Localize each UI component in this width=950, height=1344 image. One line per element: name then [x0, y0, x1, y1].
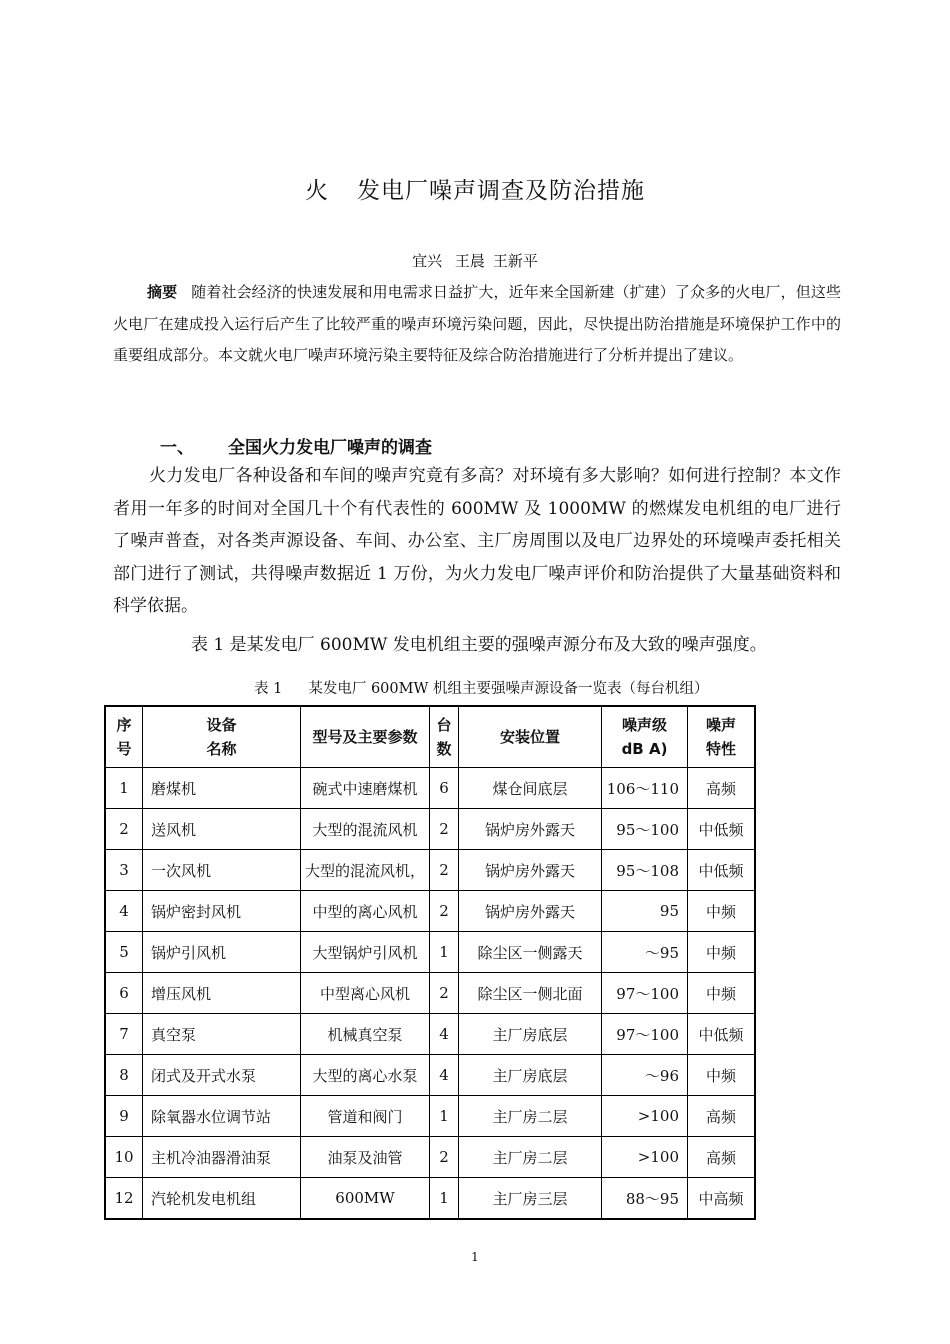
table-header-row — [105, 706, 755, 768]
cell-model: 碗式中速磨煤机 — [301, 768, 430, 809]
table-body — [105, 768, 755, 1220]
caption-text: 某发电厂 600MW 机组主要强噪声源设备一览表（每台机组） — [308, 681, 709, 697]
cell-name: 增压风机 — [143, 973, 301, 1014]
abstract-text: 随着社会经济的快速发展和用电需求日益扩大，近年来全国新建（扩建）了众多的火电厂，但这些火电厂在建成投入运行后产生了比较严重的噪声环境污染问题，因此，尽快提出防治措施是环境保护工作中的重要组成部分。本文就火电厂噪声环境污染主要特征及综合防治措施进行了分析并提出了建议。 — [113, 283, 841, 364]
cell-qty: 4 — [430, 1014, 459, 1055]
cell-name: 主机冷油器滑油泵 — [143, 1137, 301, 1178]
cell-location: 锅炉房外露天 — [459, 850, 602, 891]
cell-no: 2 — [105, 809, 143, 850]
cell-location: 主厂房底层 — [459, 1014, 602, 1055]
cell-qty: 2 — [430, 973, 459, 1014]
cell-name: 闭式及开式水泵 — [143, 1055, 301, 1096]
cell-noise-level: ～96 — [602, 1055, 688, 1096]
cell-model: 大型的混流风机， — [301, 850, 430, 891]
cell-name: 送风机 — [143, 809, 301, 850]
cell-no: 6 — [105, 973, 143, 1014]
cell-name: 除氧器水位调节站 — [143, 1096, 301, 1137]
cell-model: 管道和阀门 — [301, 1096, 430, 1137]
cell-model: 大型的离心水泵 — [301, 1055, 430, 1096]
cell-noise-char: 中频 — [688, 932, 756, 973]
caption-label: 表 1 — [254, 681, 283, 697]
cell-model: 机械真空泵 — [301, 1014, 430, 1055]
cell-location: 除尘区一侧露天 — [459, 932, 602, 973]
cell-location: 煤仓间底层 — [459, 768, 602, 809]
header-no: 序 号 — [105, 706, 143, 768]
body-paragraph: 火力发电厂各种设备和车间的噪声究竟有多高？对环境有多大影响？如何进行控制？本文作者用一年多的时间对全国几十个有代表性的 600MW 及 1000MW 的燃煤发电机组的电厂进行了噪声普查，对各类声源设备、车间、办公室、主厂房周围以及电厂边界处的环境噪声委托相关部门进行了测试，共得噪声数据近 1 万份，为火力发电厂噪声评价和防治提供了大量基础资料和科学依据。 — [113, 466, 841, 616]
cell-qty: 2 — [430, 1137, 459, 1178]
cell-qty: 1 — [430, 1178, 459, 1220]
header-location: 安装位置 — [459, 706, 602, 768]
table-row — [105, 809, 755, 850]
page-number: 1 — [471, 1250, 479, 1264]
cell-noise-level: >100 — [602, 1096, 688, 1137]
cell-model: 中型离心风机 — [301, 973, 430, 1014]
header-noise-char: 噪声 特性 — [688, 706, 756, 768]
abstract-label: 摘要 — [147, 283, 178, 301]
table-row — [105, 1137, 755, 1178]
cell-location: 锅炉房外露天 — [459, 891, 602, 932]
table-row — [105, 891, 755, 932]
cell-qty: 2 — [430, 809, 459, 850]
cell-noise-char: 中频 — [688, 973, 756, 1014]
cell-no: 10 — [105, 1137, 143, 1178]
cell-location: 主厂房三层 — [459, 1178, 602, 1220]
cell-qty: 6 — [430, 768, 459, 809]
cell-qty: 4 — [430, 1055, 459, 1096]
cell-location: 主厂房底层 — [459, 1055, 602, 1096]
cell-noise-level: ～95 — [602, 932, 688, 973]
cell-noise-char: 高频 — [688, 1137, 756, 1178]
section-number: 一、 — [160, 438, 194, 458]
table-row — [105, 1178, 755, 1220]
cell-noise-char: 中高频 — [688, 1178, 756, 1220]
author-1: 宜兴 — [412, 252, 443, 270]
section-title: 全国火力发电厂噪声的调查 — [228, 438, 432, 458]
section-heading — [160, 433, 432, 458]
table-reference-paragraph: 表 1 是某发电厂 600MW 发电机组主要的强噪声源分布及大致的噪声强度。 — [191, 635, 767, 655]
header-qty: 台 数 — [430, 706, 459, 768]
cell-noise-level: 97～100 — [602, 973, 688, 1014]
cell-no: 12 — [105, 1178, 143, 1220]
table-row — [105, 1096, 755, 1137]
cell-noise-char: 中低频 — [688, 809, 756, 850]
cell-name: 一次风机 — [143, 850, 301, 891]
cell-noise-char: 中频 — [688, 1055, 756, 1096]
cell-no: 7 — [105, 1014, 143, 1055]
cell-noise-level: 106～110 — [602, 768, 688, 809]
cell-model: 大型的混流风机 — [301, 809, 430, 850]
cell-noise-char: 高频 — [688, 1096, 756, 1137]
cell-noise-char: 中频 — [688, 891, 756, 932]
cell-no: 8 — [105, 1055, 143, 1096]
cell-location: 主厂房二层 — [459, 1096, 602, 1137]
cell-name: 真空泵 — [143, 1014, 301, 1055]
cell-noise-char: 高频 — [688, 768, 756, 809]
table-row — [105, 850, 755, 891]
cell-qty: 1 — [430, 932, 459, 973]
table-row — [105, 973, 755, 1014]
table-row — [105, 1014, 755, 1055]
abstract — [113, 277, 841, 372]
cell-no: 1 — [105, 768, 143, 809]
cell-noise-level: 95～100 — [602, 809, 688, 850]
cell-name: 锅炉密封风机 — [143, 891, 301, 932]
header-model: 型号及主要参数 — [301, 706, 430, 768]
cell-noise-level: 88～95 — [602, 1178, 688, 1220]
title-part-b: 发电厂噪声调查及防治措施 — [357, 178, 645, 204]
cell-noise-level: >100 — [602, 1137, 688, 1178]
cell-model: 600MW — [301, 1178, 430, 1220]
cell-noise-char: 中低频 — [688, 1014, 756, 1055]
cell-location: 除尘区一侧北面 — [459, 973, 602, 1014]
header-name: 设备 名称 — [143, 706, 301, 768]
cell-name: 锅炉引风机 — [143, 932, 301, 973]
cell-name: 磨煤机 — [143, 768, 301, 809]
cell-qty: 1 — [430, 1096, 459, 1137]
cell-qty: 2 — [430, 850, 459, 891]
cell-no: 9 — [105, 1096, 143, 1137]
table-row — [105, 768, 755, 809]
table-row — [105, 1055, 755, 1096]
cell-noise-level: 95 — [602, 891, 688, 932]
cell-location: 锅炉房外露天 — [459, 809, 602, 850]
cell-no: 5 — [105, 932, 143, 973]
cell-noise-level: 97～100 — [602, 1014, 688, 1055]
cell-noise-level: 95～108 — [602, 850, 688, 891]
cell-name: 汽轮机发电机组 — [143, 1178, 301, 1220]
header-noise-level: 噪声级 dB A) — [602, 706, 688, 768]
page-title — [0, 172, 950, 205]
cell-no: 4 — [105, 891, 143, 932]
title-part-a: 火 — [305, 178, 329, 204]
author-2: 王晨 — [454, 252, 485, 270]
cell-model: 油泵及油管 — [301, 1137, 430, 1178]
cell-no: 3 — [105, 850, 143, 891]
cell-model: 大型锅炉引风机 — [301, 932, 430, 973]
table-caption — [254, 677, 709, 698]
cell-qty: 2 — [430, 891, 459, 932]
cell-location: 主厂房二层 — [459, 1137, 602, 1178]
author-3: 王新平 — [492, 252, 538, 270]
cell-model: 中型的离心风机 — [301, 891, 430, 932]
noise-source-table — [104, 705, 756, 1220]
author-line — [0, 250, 950, 271]
cell-noise-char: 中低频 — [688, 850, 756, 891]
table-row — [105, 932, 755, 973]
